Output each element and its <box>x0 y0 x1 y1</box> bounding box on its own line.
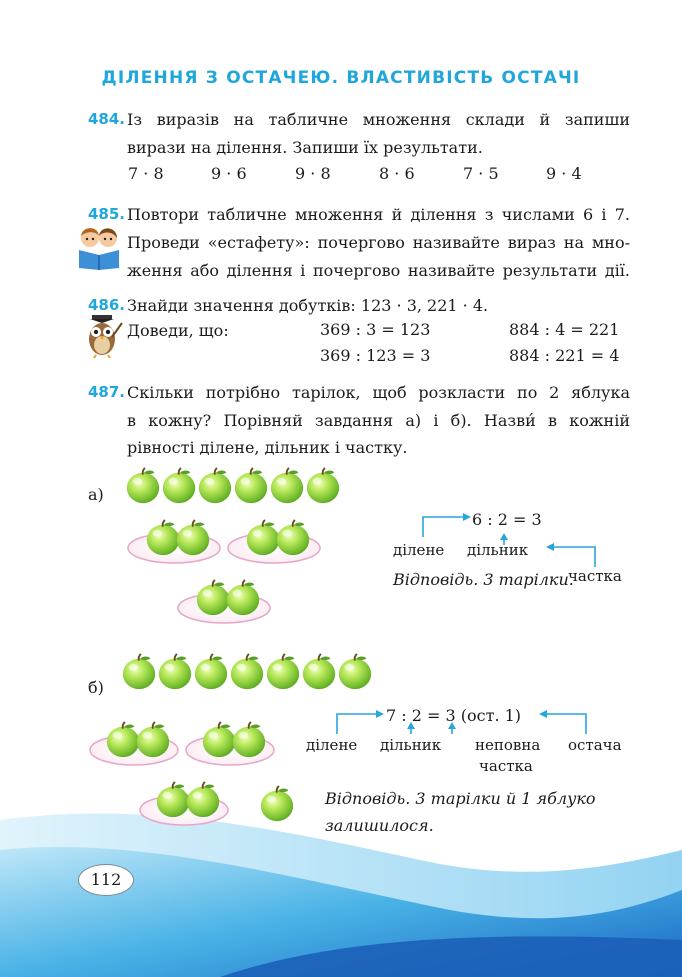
exercise-486-line1: Знайди значення добутків: 123 · 3, 221 · 4. <box>127 296 489 315</box>
exercise-485-line1: Повтори табличне множення й ділення з числами 6 і 7. <box>127 205 630 224</box>
quotient-label: частка <box>568 567 622 585</box>
exercise-485-line2: Проведи «естафету»: почергово називайте вираз на мно- <box>127 233 630 252</box>
exercise-484-line1: Із виразів на табличне множення склади й запиши <box>127 110 630 129</box>
kids-reading-icon <box>76 222 122 270</box>
part-b-answer-line2: залишилося. <box>325 816 434 835</box>
equation: 369 : 3 = 123 <box>320 320 431 339</box>
exercise-485-number: 485. <box>88 205 126 223</box>
divisor-label: дільник <box>380 736 442 754</box>
exercise-485-line3: ження або ділення і почергово називайте результати дії. <box>127 261 630 280</box>
exercise-487-line2: в кожну? Порівняй завдання а) і б). Назви́ в кожній <box>127 411 630 430</box>
expression-item: 7 · 8 <box>128 164 164 183</box>
exercise-486-number: 486. <box>88 296 126 314</box>
exercise-487-line1: Скільки потрібно тарілок, щоб розкласти по 2 яблука <box>127 383 630 402</box>
incomplete-quotient-label: неповна <box>475 736 541 754</box>
part-a-label: а) <box>88 485 104 504</box>
owl-teacher-icon <box>84 313 124 359</box>
part-b-label: б) <box>88 678 104 697</box>
equation: 369 : 123 = 3 <box>320 346 431 365</box>
part-b-answer-line1: Відповідь. 3 тарілки й 1 яблуко <box>325 789 596 808</box>
expression-item: 9 · 6 <box>211 164 247 183</box>
equation: 884 : 221 = 4 <box>509 346 620 365</box>
part-b-equation: 7 : 2 = 3 (ост. 1) <box>386 706 522 725</box>
exercise-486-prove: Доведи, що: <box>127 321 229 340</box>
dividend-label: ділене <box>393 541 445 559</box>
apple-row <box>123 654 371 689</box>
exercise-484-line2: вирази на ділення. Запиши їх результати. <box>127 138 483 157</box>
part-a-answer: Відповідь. 3 тарілки. <box>393 570 574 589</box>
part-a-apples-illustration <box>122 462 352 632</box>
divisor-label: дільник <box>467 541 529 559</box>
exercise-487-line3: рівності ділене, дільник і частку. <box>127 438 408 457</box>
expression-item: 8 · 6 <box>379 164 415 183</box>
page-title: ДІЛЕННЯ З ОСТАЧЕЮ. ВЛАСТИВІСТЬ ОСТАЧІ <box>101 68 581 88</box>
expression-item: 9 · 4 <box>546 164 582 183</box>
expression-item: 9 · 8 <box>295 164 331 183</box>
apple-row <box>127 468 339 503</box>
dividend-label: ділене <box>306 736 358 754</box>
remainder-label: остача <box>568 736 622 754</box>
expression-item: 7 · 5 <box>463 164 499 183</box>
exercise-484-number: 484. <box>88 110 126 128</box>
page-number: 112 <box>78 864 134 896</box>
exercise-487-number: 487. <box>88 383 126 401</box>
incomplete-quotient-label-2: частка <box>479 757 533 775</box>
part-a-equation: 6 : 2 = 3 <box>472 510 542 529</box>
equation: 884 : 4 = 221 <box>509 320 620 339</box>
